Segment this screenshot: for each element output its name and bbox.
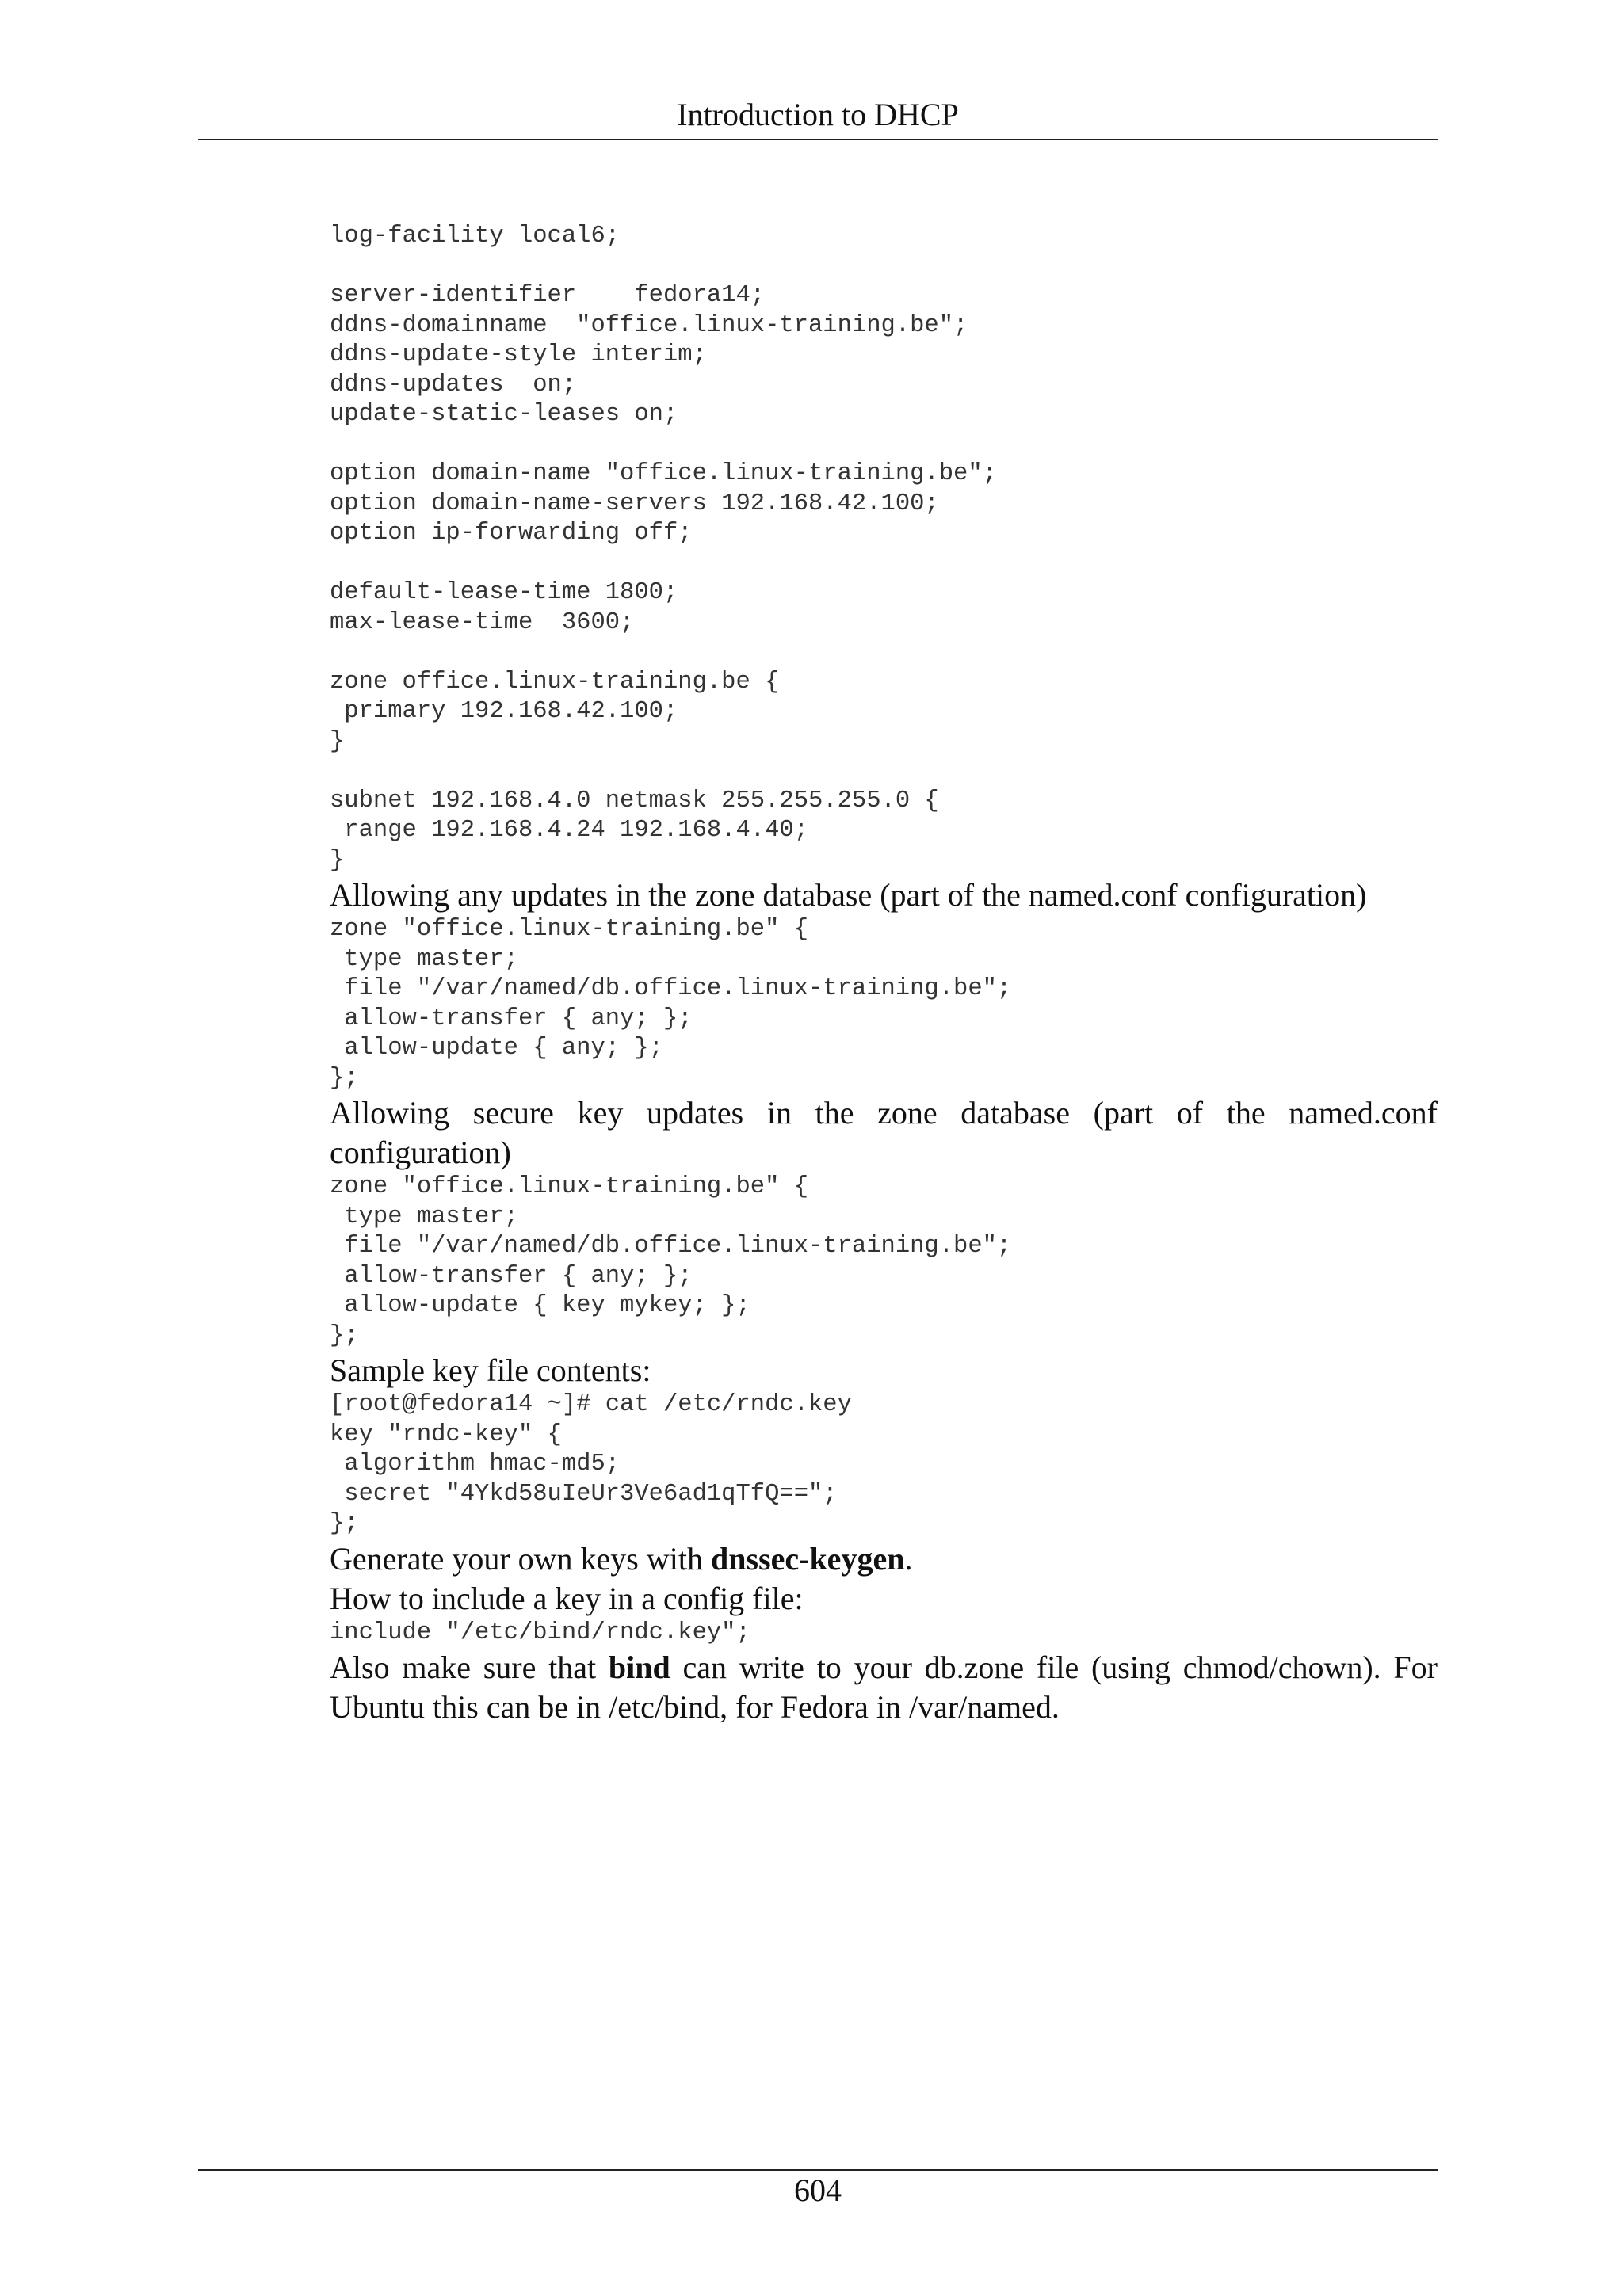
code-line: allow-update { key mykey; }; (330, 1292, 750, 1319)
code-line: update-static-leases on; (330, 401, 678, 428)
code-line (330, 638, 1438, 668)
code-line: ddns-updates on; (330, 371, 577, 399)
code-line: max-lease-time 3600; (330, 608, 635, 636)
code-line: include "/etc/bind/rndc.key"; (330, 1619, 750, 1646)
code-line: subnet 192.168.4.0 netmask 255.255.255.0 { (330, 787, 939, 814)
text-run: Generate your own keys with (330, 1540, 711, 1577)
include-line-code (330, 1619, 1438, 1649)
code-line: zone office.linux-training.be { (330, 668, 780, 696)
code-line: option domain-name "office.linux-training.be"; (330, 460, 997, 487)
code-line: primary 192.168.42.100; (330, 698, 678, 725)
code-line: type master; (330, 945, 518, 973)
code-line: allow-update { any; }; (330, 1035, 663, 1062)
page-content (330, 222, 1438, 1727)
text-run: . (904, 1540, 913, 1577)
header-rule (198, 139, 1438, 140)
command-name: dnssec-keygen (710, 1540, 905, 1577)
zone-any-updates-code (330, 915, 1438, 1093)
page-header: Introduction to DHCP (677, 97, 959, 132)
text-run: Also make sure that (330, 1650, 609, 1685)
page-number: 604 (794, 2172, 842, 2208)
code-line: default-lease-time 1800; (330, 579, 678, 606)
zone-secure-updates-code (330, 1173, 1438, 1351)
code-line: secret "4Ykd58uIeUr3Ve6ad1qTfQ=="; (330, 1480, 838, 1508)
program-name: bind (608, 1650, 670, 1685)
code-line: [root@fedora14 ~]# cat /etc/rndc.key (330, 1391, 852, 1418)
code-line: }; (330, 1510, 359, 1537)
paragraph-bind-permissions (330, 1648, 1438, 1727)
code-line: }; (330, 1322, 359, 1349)
code-line: } (330, 727, 345, 755)
code-line: server-identifier fedora14; (330, 282, 766, 309)
text-run: can write to your db.zone file (using chmod/chown). For Ubuntu this can be in /etc/bind, for Fedora in /var/named. (330, 1650, 1438, 1725)
code-line: type master; (330, 1203, 518, 1230)
code-line: range 192.168.4.24 192.168.4.40; (330, 817, 808, 844)
code-line (330, 252, 1438, 282)
paragraph-secure-updates: Allowing secure key updates in the zone database (part of the named.conf configuration) (330, 1095, 1438, 1170)
code-line: ddns-update-style interim; (330, 341, 707, 368)
paragraph-include-key: How to include a key in a config file: (330, 1580, 804, 1616)
code-line: algorithm hmac-md5; (330, 1451, 621, 1478)
code-line: file "/var/named/db.office.linux-training.be"; (330, 1233, 1012, 1260)
code-line: ddns-domainname "office.linux-training.be"; (330, 311, 968, 339)
code-line: option ip-forwarding off; (330, 520, 693, 547)
code-line: log-facility local6; (330, 223, 621, 250)
code-line: }; (330, 1064, 359, 1092)
code-line: file "/var/named/db.office.linux-training.be"; (330, 975, 1012, 1002)
dhcpd-config-code (330, 222, 1438, 875)
code-line (330, 549, 1438, 579)
code-line: } (330, 846, 345, 874)
code-line: option domain-name-servers 192.168.42.100; (330, 490, 939, 517)
paragraph-sample-key: Sample key file contents: (330, 1352, 651, 1388)
code-line: zone "office.linux-training.be" { (330, 916, 808, 943)
code-line: key "rndc-key" { (330, 1421, 562, 1448)
code-line (330, 757, 1438, 787)
code-line: zone "office.linux-training.be" { (330, 1173, 808, 1200)
code-line (330, 430, 1438, 460)
paragraph-any-updates: Allowing any updates in the zone database (part of the named.conf configuration) (330, 877, 1367, 913)
code-line: allow-transfer { any; }; (330, 1262, 693, 1290)
code-line: allow-transfer { any; }; (330, 1005, 693, 1032)
key-file-code (330, 1390, 1438, 1539)
paragraph-generate-keys (330, 1539, 1438, 1579)
